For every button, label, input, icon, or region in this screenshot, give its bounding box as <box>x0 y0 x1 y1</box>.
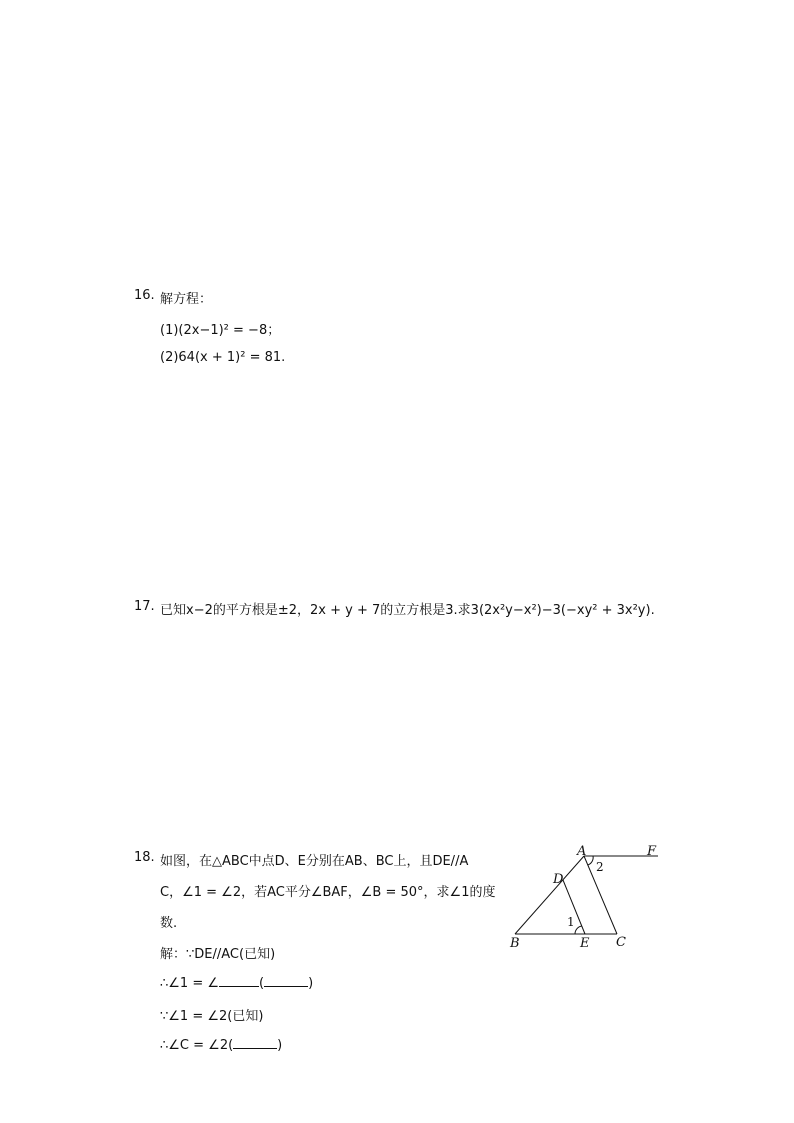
angle-1-arc <box>575 926 582 934</box>
q18-line2: C，∠1 = ∠2，若AC平分∠BAF，∠B = 50°，求∠1的度 <box>160 885 496 900</box>
answer-blank-reason1[interactable] <box>264 974 308 987</box>
label-e: E <box>580 936 590 951</box>
answer-blank-angle[interactable] <box>219 974 259 987</box>
q17-text: 已知x−2的平方根是±2，2x + y + 7的立方根是3.求3(2x²y−x²)−3(−xy² + 3x²y). <box>160 603 655 618</box>
solution-line4-prefix: ∴∠C = ∠2( <box>160 1038 234 1053</box>
q16-part1: (1)(2x−1)² = −8； <box>160 323 281 338</box>
q16-number: 16. <box>134 288 155 303</box>
q17-number: 17. <box>134 599 155 614</box>
q18-line1: 如图，在△ABC中点D、E分别在AB、BC上，且DE//A <box>160 854 469 869</box>
solution-line2-close-paren: ) <box>308 976 314 991</box>
answer-blank-reason2[interactable] <box>233 1036 277 1049</box>
solution-line2-prefix: ∴∠1 = ∠ <box>160 976 220 991</box>
solution-line4-close-paren: ) <box>277 1038 283 1053</box>
q18-solution-line4 <box>160 1036 282 1053</box>
label-f: F <box>647 844 657 859</box>
label-c: C <box>616 935 626 950</box>
label-d: D <box>553 872 564 887</box>
triangle-figure <box>500 838 670 953</box>
q18-number: 18. <box>134 850 155 865</box>
q18-solution-line2 <box>160 974 313 991</box>
q18-line3: 数. <box>160 916 178 931</box>
q16-part2: (2)64(x + 1)² = 81. <box>160 350 286 365</box>
label-angle-2: 2 <box>596 860 604 874</box>
q16-title: 解方程： <box>160 292 213 307</box>
label-angle-1: 1 <box>567 915 575 929</box>
label-a: A <box>577 844 587 859</box>
label-b: B <box>510 936 520 951</box>
solution-line2-open-paren: ( <box>259 976 265 991</box>
angle-2-arc <box>588 856 593 865</box>
q18-solution-line3: ∵∠1 = ∠2(已知) <box>160 1009 264 1024</box>
q18-solution-line1: 解：∵DE//AC(已知) <box>160 947 276 962</box>
